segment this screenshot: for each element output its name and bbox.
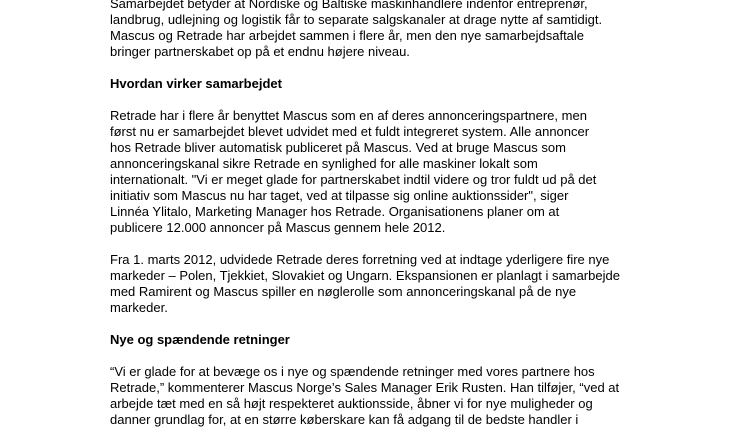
section-2-paragraph-1 bbox=[110, 364, 670, 428]
text-line: publicere 12.000 annoncer på Mascus gennem hele 2012. bbox=[110, 220, 446, 235]
document-page bbox=[110, 0, 670, 444]
text-line: Samarbejdet betyder at Nordiske og Baltiske maskinhandlere indenfor entreprenør, bbox=[110, 0, 588, 11]
text-line: hos Retrade bliver automatisk publiceret på Mascus. Ved at bruge Mascus som bbox=[110, 140, 566, 155]
section-1-paragraph-1 bbox=[110, 108, 670, 236]
section-1-paragraph-2 bbox=[110, 252, 670, 316]
text-line: “Vi er glade for at bevæge os i nye og spændende retninger med vores partnere hos bbox=[110, 364, 595, 379]
text-line: markeder. bbox=[110, 300, 168, 315]
text-line: internationalt. "Vi er meget glade for partnerskabet indtil videre og tror fuldt ud på det bbox=[110, 172, 597, 187]
section-heading-samarbejdet: Hvordan virker samarbejdet bbox=[110, 76, 282, 91]
text-line: Retrade har i flere år benyttet Mascus som en af deres annonceringspartnere, men bbox=[110, 108, 587, 123]
text-line: annonceringskanal sikre Retrade en synlighed for alle maskiner lokalt som bbox=[110, 156, 538, 171]
text-line: Mascus og Retrade har arbejdet sammen i flere år, men den nye samarbejdsaftale bbox=[110, 28, 585, 43]
text-line: markeder – Polen, Tjekkiet, Slovakiet og Ungarn. Ekspansionen er planlagt i samarbejde bbox=[110, 268, 620, 283]
text-line: initiativ som Mascus nu har taget, ved at tilpasse sig online auktionssider", siger bbox=[110, 188, 569, 203]
intro-paragraph bbox=[110, 0, 670, 60]
text-line: bringer partnerskabet op på et endnu højere niveau. bbox=[110, 44, 410, 59]
section-heading-retninger: Nye og spændende retninger bbox=[110, 332, 290, 347]
text-line: med Ramirent og Mascus spiller en nøglerolle som annonceringskanal på de nye bbox=[110, 284, 577, 299]
text-line: Retrade,” kommenterer Mascus Norge’s Sales Manager Erik Rusten. Han tilføjer, “ved at bbox=[110, 380, 620, 395]
text-line: arbejde tæt med en så højt respekteret auktionsside, åbner vi for nye muligheder og bbox=[110, 396, 593, 411]
text-line: landbrug, udlejning og logistik får to separate salgskanaler at drage nytte af samtidigt. bbox=[110, 12, 603, 27]
text-line: danner grundlag for, at en større køberskare kan få adgang til de bedste handler i bbox=[110, 412, 579, 427]
text-line: Fra 1. marts 2012, udvidede Retrade deres forretning ved at indtage yderligere fire nye bbox=[110, 252, 610, 267]
text-line: Linnéa Ylitalo, Marketing Manager hos Retrade. Organisationens planer om at bbox=[110, 204, 560, 219]
text-line: først nu er samarbejdet blevet udvidet med et fuldt integreret system. Alle annoncer bbox=[110, 124, 590, 139]
